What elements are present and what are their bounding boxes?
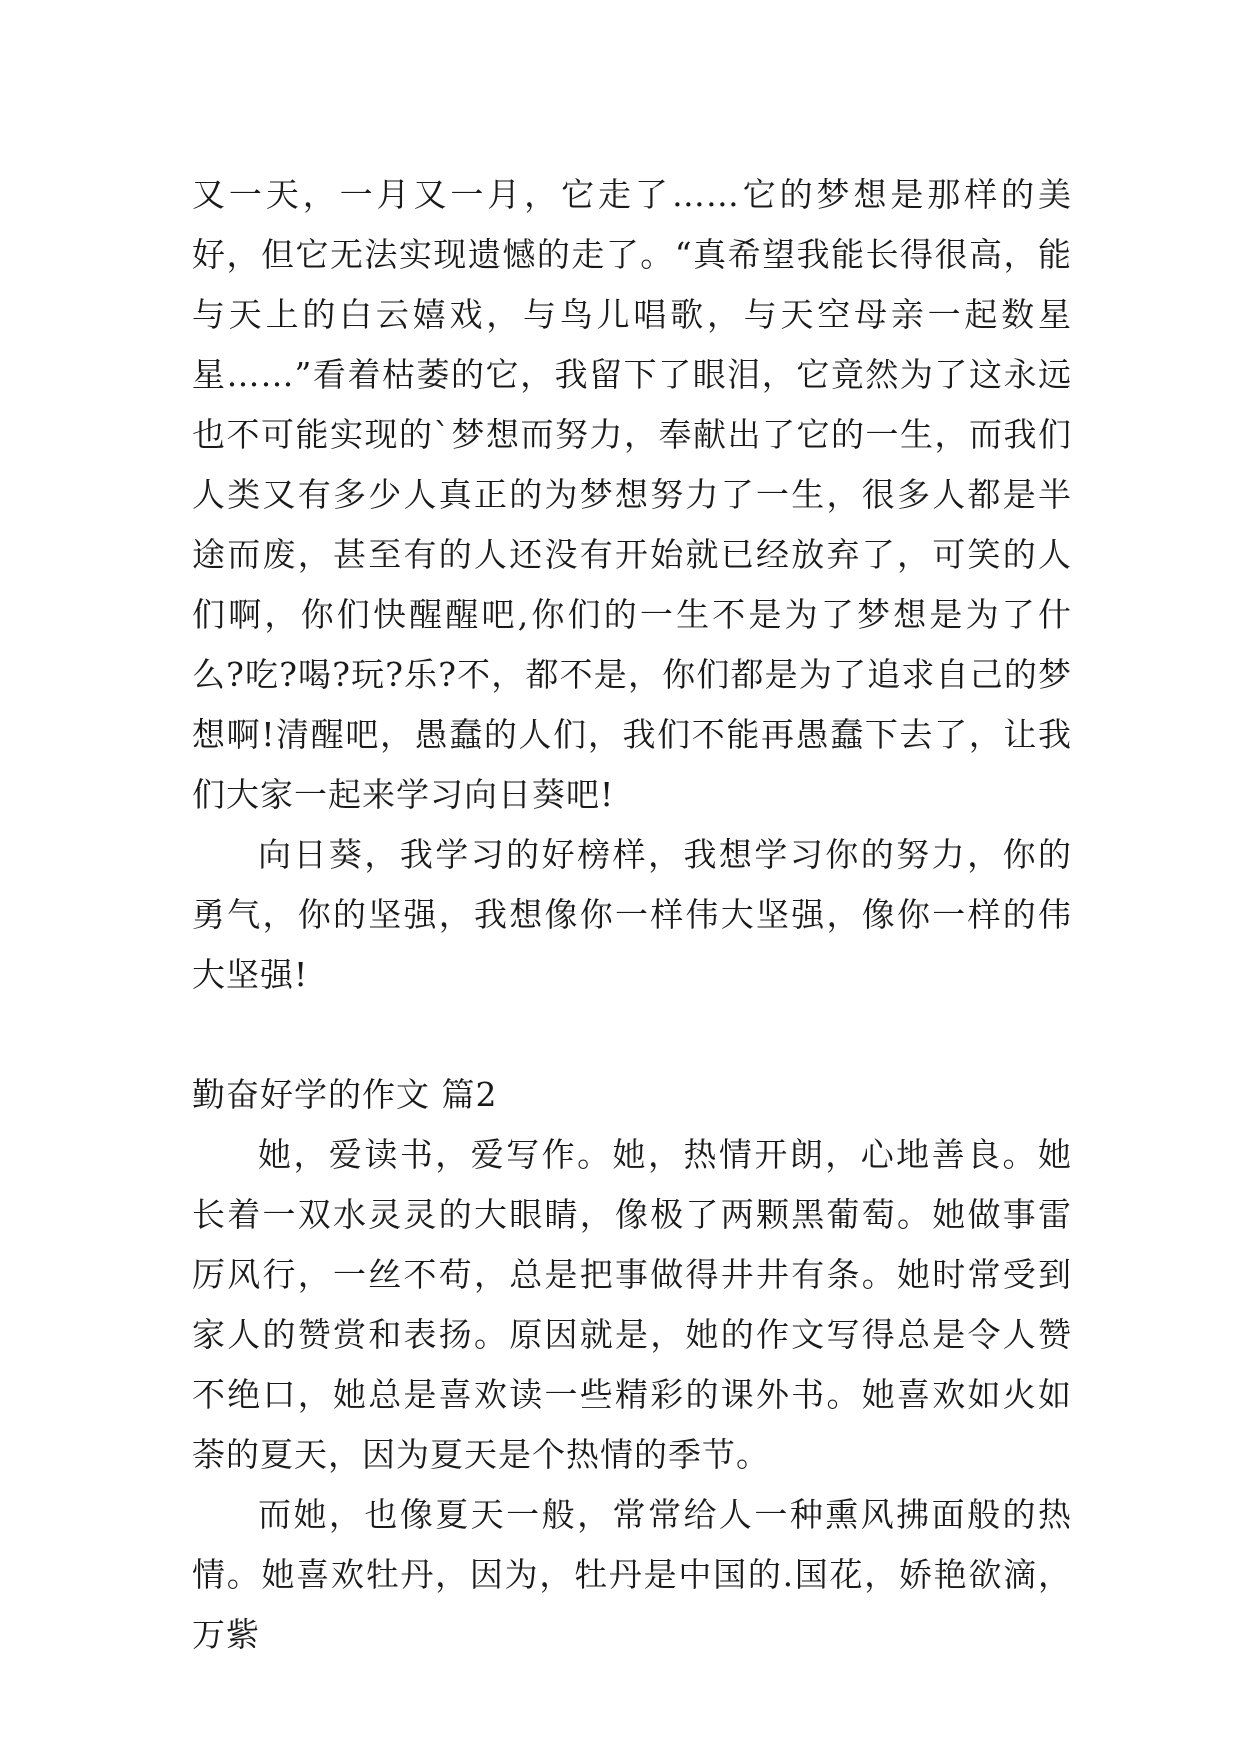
section-title: 勤奋好学的作文 篇2 [192,1075,498,1114]
paragraph-2: 向日葵，我学习的好榜样，我想学习你的努力，你的勇气，你的坚强，我想像你一样伟大坚强，像你一样的伟大坚强! [192,835,1072,994]
paragraph-1: 又一天，一月又一月，它走了……它的梦想是那样的美好，但它无法实现遗憾的走了。“真希望我能长得很高，能与天上的白云嬉戏，与鸟儿唱歌，与天空母亲一起数星星……”看着枯萎的它，我留下了眼泪，它竟然为了这永远也不可能实现的`梦想而努力，奉献出了它的一生，而我们人类又有多少人真正的为梦想努力了一生，很多人都是半途而废，甚至有的人还没有开始就已经放弃了，可笑的人们啊，你们快醒醒吧,你们的一生不是为了梦想是为了什么?吃?喝?玩?乐?不，都不是，你们都是为了追求自己的梦想啊!清醒吧，愚蠢的人们，我们不能再愚蠢下去了，让我们大家一起来学习向日葵吧! [192,175,1072,814]
section-paragraph-2: 而她，也像夏天一般，常常给人一种熏风拂面般的热情。她喜欢牡丹，因为，牡丹是中国的.国花，娇艳欲滴，万紫 [192,1495,1072,1654]
section-paragraph-1: 她，爱读书，爱写作。她，热情开朗，心地善良。她长着一双水灵灵的大眼睛，像极了两颗黑葡萄。她做事雷厉风行，一丝不苟，总是把事做得井井有条。她时常受到家人的赞赏和表扬。原因就是，她的作文写得总是令人赞不绝口，她总是喜欢读一些精彩的课外书。她喜欢如火如荼的夏天，因为夏天是个热情的季节。 [192,1135,1072,1474]
document-body [192,165,1072,1665]
